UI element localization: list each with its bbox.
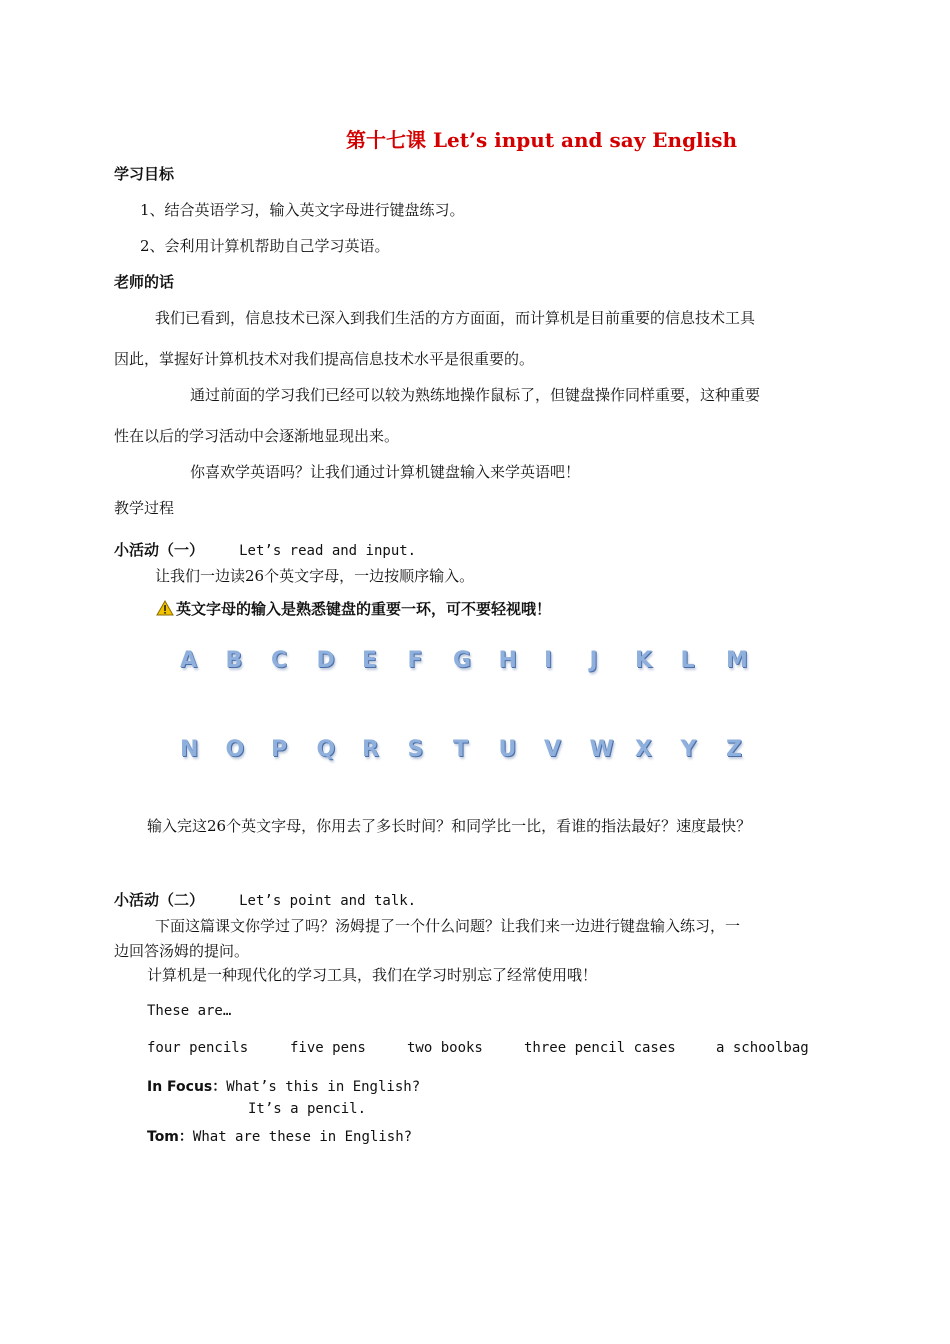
activity1-title: Let’s read and input. <box>239 543 417 559</box>
speaker-in-focus: In Focus： <box>147 1079 227 1095</box>
activity1-question: 输入完这26个英文字母，你用去了多长时间？和同学比一比，看谁的指法最好？速度最快？ <box>147 817 752 835</box>
letter: O <box>225 737 245 762</box>
activity2-label: 小活动（二） <box>114 891 205 909</box>
letter: M <box>726 648 748 673</box>
teacher-para2-line2: 性在以后的学习活动中会逐渐地显现出来。 <box>114 427 400 445</box>
goals-heading: 学习目标 <box>114 165 175 183</box>
activity2-title: Let’s point and talk. <box>239 893 417 909</box>
vocab-item: four pencils <box>147 1040 249 1056</box>
teacher-heading: 老师的话 <box>114 273 175 291</box>
letter: L <box>680 648 695 673</box>
letter: Q <box>316 737 336 762</box>
letter: S <box>407 737 424 762</box>
goal-item-1: 1、结合英语学习，输入英文字母进行键盘练习。 <box>140 201 465 219</box>
dialog-text-2: It’s a pencil. <box>248 1101 367 1117</box>
speaker-tom: Tom： <box>147 1129 193 1145</box>
letter: P <box>271 737 288 762</box>
dialog-text-3: What are these in English? <box>192 1129 413 1145</box>
letter: R <box>362 737 379 762</box>
activity1-intro: 让我们一边读26个英文字母，一边按顺序输入。 <box>155 567 475 585</box>
letter: C <box>271 648 288 673</box>
activity2-header <box>114 889 416 910</box>
activity2-intro-line1: 下面这篇课文你学过了吗？汤姆提了一个什么问题？让我们来一边进行键盘输入练习，一 <box>155 917 741 935</box>
letter: N <box>180 737 199 762</box>
letter: A <box>180 648 198 673</box>
letter: H <box>498 648 517 673</box>
letter: F <box>407 648 423 673</box>
warning-icon <box>156 600 174 616</box>
letter: I <box>544 648 553 673</box>
activity1-header <box>114 539 416 560</box>
letter: W <box>589 737 614 762</box>
goal-item-2: 2、会利用计算机帮助自己学习英语。 <box>140 237 390 255</box>
letter: B <box>225 648 243 673</box>
letter: Y <box>680 737 697 762</box>
vocab-item: a schoolbag <box>716 1040 809 1056</box>
teacher-para1-line2: 因此，掌握好计算机技术对我们提高信息技术水平是很重要的。 <box>114 350 535 368</box>
letter: Z <box>726 737 742 762</box>
dialog-line-3 <box>147 1126 412 1146</box>
vocab-item: two books <box>407 1040 483 1056</box>
warning-text: 英文字母的输入是熟悉键盘的重要一环，可不要轻视哦！ <box>176 600 552 618</box>
letter: V <box>544 737 562 762</box>
teacher-para3: 你喜欢学英语吗？让我们通过计算机键盘输入来学英语吧！ <box>190 463 581 481</box>
letter: G <box>453 648 472 673</box>
dialog-line-1 <box>147 1076 420 1096</box>
alphabet-row-1 <box>180 648 772 673</box>
letter: E <box>362 648 378 673</box>
letter: K <box>635 648 653 673</box>
letter: X <box>635 737 652 762</box>
letter: U <box>498 737 517 762</box>
teacher-para2-line1: 通过前面的学习我们已经可以较为熟练地操作鼠标了，但键盘操作同样重要，这种重要 <box>190 386 761 404</box>
activity2-note: 计算机是一种现代化的学习工具，我们在学习时别忘了经常使用哦！ <box>147 966 598 984</box>
activity1-label: 小活动（一） <box>114 541 205 559</box>
teacher-para1-line1: 我们已看到，信息技术已深入到我们生活的方方面面，而计算机是目前重要的信息技术工具 <box>155 309 756 327</box>
letter: D <box>316 648 335 673</box>
activity2-intro-line2: 边回答汤姆的提问。 <box>114 942 250 960</box>
process-heading: 教学过程 <box>114 499 175 517</box>
vocab-item: five pens <box>290 1040 366 1056</box>
page-title: 第十七课 Let’s input and say English <box>346 128 738 152</box>
letter: T <box>453 737 469 762</box>
vocab-item: three pencil cases <box>524 1040 676 1056</box>
dialog-text-1: What’s this in English? <box>226 1079 421 1095</box>
warning-note <box>156 598 551 619</box>
these-are-text: These are… <box>147 1003 232 1019</box>
alphabet-row-2 <box>180 737 772 762</box>
letter: J <box>589 648 598 673</box>
